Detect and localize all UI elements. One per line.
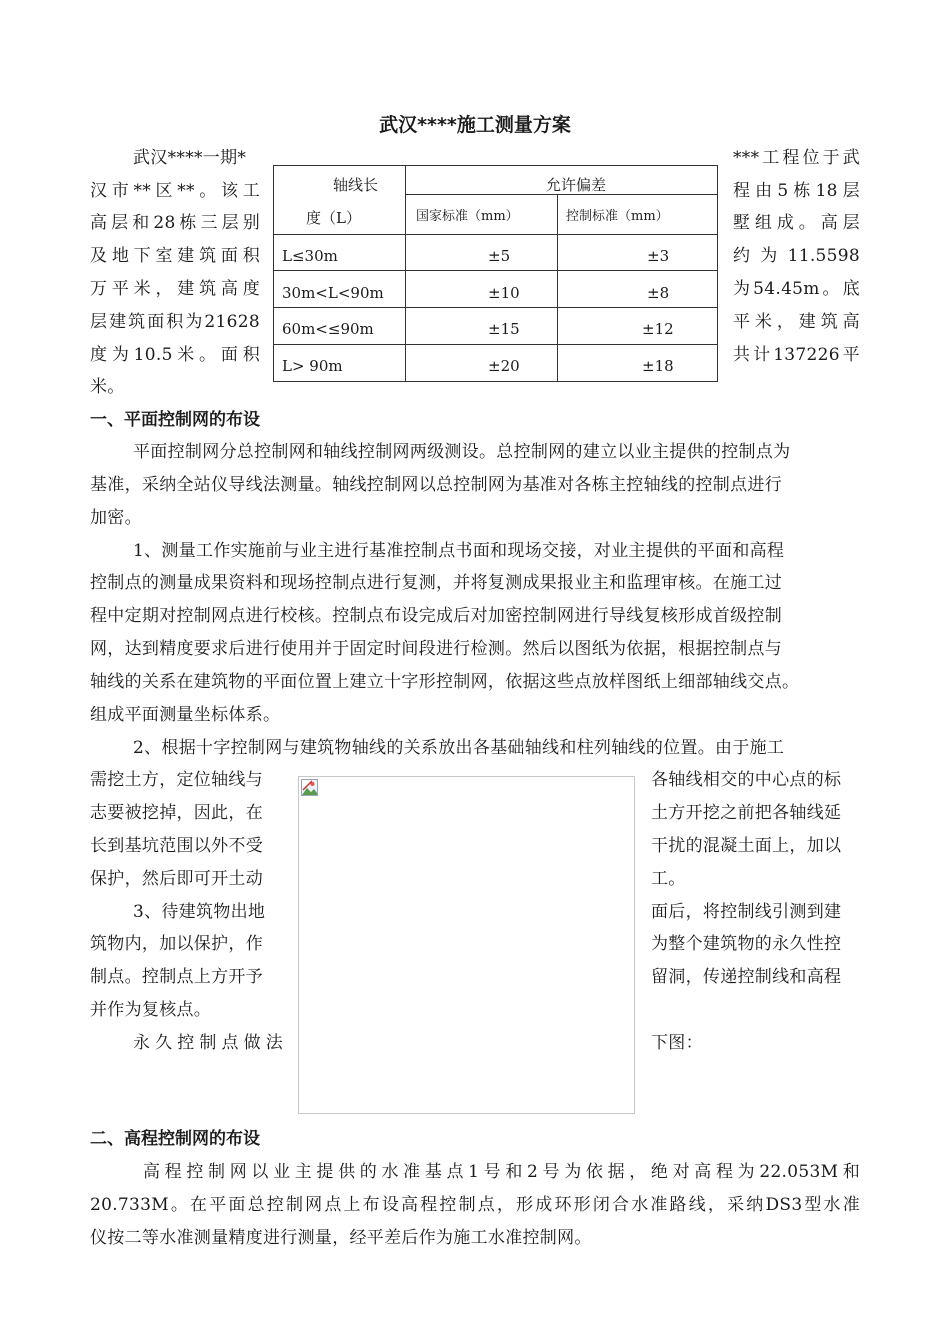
wrap-left-line: 并作为复核点。 <box>90 1000 212 1020</box>
paragraph-line: 高程控制网以业主提供的水准基点1号和2号为依据，绝对高程为22.053M和 <box>143 1162 860 1182</box>
table-header-length: 轴线长 <box>333 176 379 194</box>
wrap-right-line: 各轴线相交的中心点的标 <box>651 770 842 790</box>
table-cell-control: ±8 <box>647 284 670 302</box>
control-point-figure <box>298 776 635 1114</box>
paragraph-line: 平面控制网分总控制网和轴线控制网两级测设。总控制网的建立以业主提供的控制点为 <box>133 442 791 462</box>
wrap-right-line: 留洞，传递控制线和高程 <box>651 967 842 987</box>
intro-right-line: 平米，建筑高 <box>733 312 860 332</box>
table-cell-control: ±3 <box>647 247 670 265</box>
wrap-right-line: 下图： <box>651 1033 703 1053</box>
wrap-right-line: 为整个建筑物的永久性控 <box>651 934 842 954</box>
wrap-right-line: 干扰的混凝土面上，加以 <box>651 836 842 856</box>
wrap-left-line: 永久控制点做法 <box>133 1033 283 1053</box>
page-title: 武汉****施工测量方案 <box>379 114 571 136</box>
intro-right-line: 墅组成。高层 <box>733 213 860 233</box>
table-cell-national: ±20 <box>488 357 520 375</box>
paragraph-line: 1、测量工作实施前与业主进行基准控制点书面和现场交接，对业主提供的平面和高程 <box>133 541 785 561</box>
intro-left-line: 武汉****一期* <box>133 148 247 168</box>
wrap-right-line: 工。 <box>651 869 686 889</box>
table-cell-national: ±15 <box>488 320 520 338</box>
paragraph-line: 20.733M。在平面总控制网点上布设高程控制点，形成环形闭合水准路线，采纳DS3型水准 <box>90 1195 860 1215</box>
table-cell-length: 60m<≤90m <box>282 320 374 338</box>
table-cell-national: ±10 <box>488 284 520 302</box>
wrap-left-line: 需挖土方，定位轴线与 <box>90 770 263 790</box>
intro-left-line: 万平米，建筑高度 <box>90 279 260 299</box>
wrap-left-line: 3、待建筑物出地 <box>133 902 266 922</box>
intro-right-line: 程由5栋18层 <box>733 181 860 201</box>
intro-left-line: 汉市**区**。该工 <box>90 181 260 201</box>
intro-left-line: 米。 <box>90 377 125 397</box>
table-cell-length: L≤30m <box>282 247 338 265</box>
paragraph-line: 加密。 <box>90 508 142 528</box>
intro-right-line: 共计137226平 <box>733 345 860 365</box>
intro-right-line: ***工程位于武 <box>733 148 860 168</box>
table-cell-control: ±18 <box>642 357 674 375</box>
intro-left-line: 度为10.5米。面积 <box>90 345 260 365</box>
table-header-tolerance: 允许偏差 <box>546 176 607 194</box>
tolerance-table <box>273 165 718 382</box>
table-cell-length: L> 90m <box>282 357 343 375</box>
section-heading: 一、平面控制网的布设 <box>90 410 260 430</box>
paragraph-line: 组成平面测量坐标体系。 <box>90 705 281 725</box>
table-cell-length: 30m<L<90m <box>282 284 384 302</box>
wrap-left-line: 保护，然后即可开土动 <box>90 869 263 889</box>
wrap-left-line: 志要被挖掉，因此，在 <box>90 803 263 823</box>
wrap-right-line: 面后，将控制线引测到建 <box>651 902 842 922</box>
intro-left-line: 层建筑面积为21628 <box>90 312 260 332</box>
intro-right-line: 约 为 11.5598 <box>733 246 860 266</box>
table-header-control: 控制标准（mm） <box>566 209 669 224</box>
paragraph-line: 仪按二等水准测量精度进行测量，经平差后作为施工水准控制网。 <box>90 1228 592 1248</box>
table-header-length: 度（L） <box>306 209 361 227</box>
paragraph-line: 程中定期对控制网点进行校核。控制点布设完成后对加密控制网进行导线复核形成首级控制 <box>90 606 782 626</box>
section-heading: 二、高程控制网的布设 <box>90 1129 260 1149</box>
wrap-left-line: 制点。控制点上方开予 <box>90 967 263 987</box>
paragraph-line: 控制点的测量成果资料和现场控制点进行复测，并将复测成果报业主和监理审核。在施工过 <box>90 573 782 593</box>
paragraph-line: 轴线的关系在建筑物的平面位置上建立十字形控制网，依据这些点放样图纸上细部轴线交点。 <box>90 672 800 692</box>
broken-image-icon <box>301 779 318 796</box>
intro-left-line: 及地下室建筑面积 <box>90 246 260 266</box>
paragraph-line: 网，达到精度要求后进行使用并于固定时间段进行检测。然后以图纸为依据，根据控制点与 <box>90 639 782 659</box>
paragraph-line: 2、根据十字控制网与建筑物轴线的关系放出各基础轴线和柱列轴线的位置。由于施工 <box>133 738 785 758</box>
table-header-national: 国家标准（mm） <box>416 209 519 224</box>
wrap-left-line: 筑物内，加以保护，作 <box>90 934 263 954</box>
table-cell-control: ±12 <box>642 320 674 338</box>
intro-right-line: 为54.45m。底 <box>733 279 860 299</box>
wrap-right-line: 土方开挖之前把各轴线延 <box>651 803 842 823</box>
intro-left-line: 高层和28栋三层别 <box>90 213 260 233</box>
paragraph-line: 基准，采纳全站仪导线法测量。轴线控制网以总控制网为基准对各栋主控轴线的控制点进行 <box>90 475 782 495</box>
table-cell-national: ±5 <box>488 247 511 265</box>
wrap-left-line: 长到基坑范围以外不受 <box>90 836 263 856</box>
